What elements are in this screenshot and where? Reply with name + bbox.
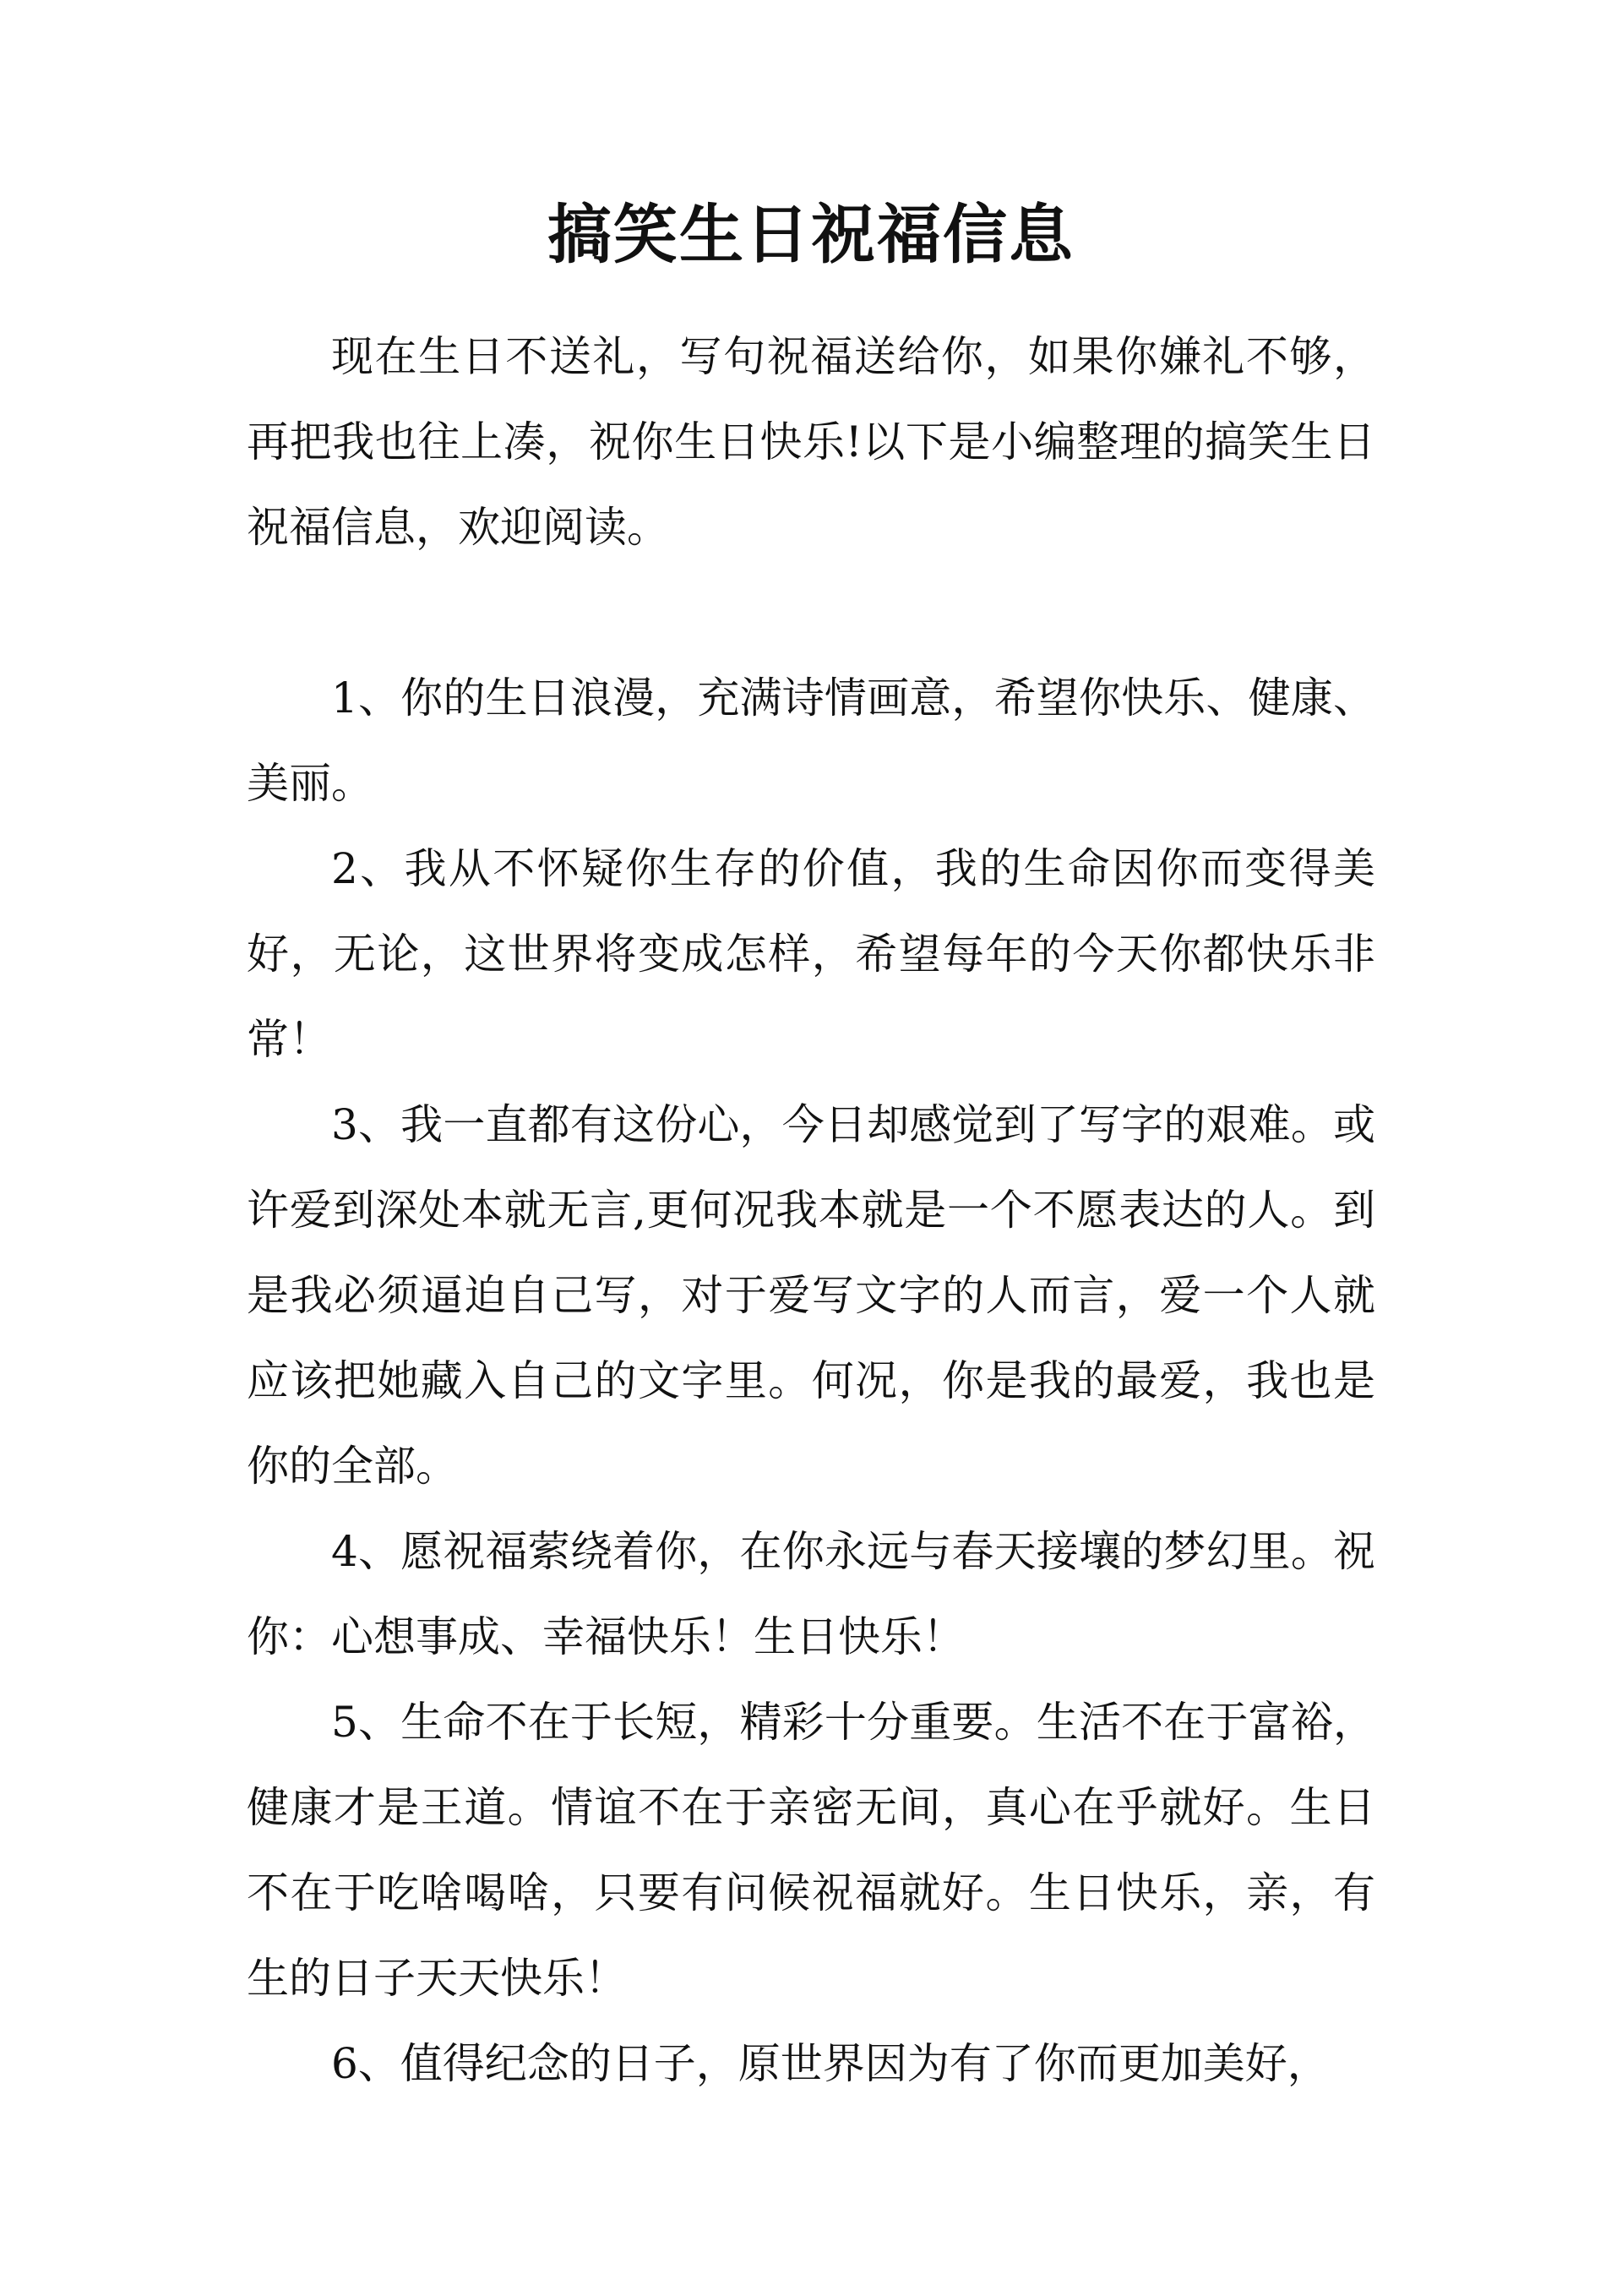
document-title: 搞笑生日祝福信息	[547, 197, 1075, 272]
document-body	[247, 314, 1375, 2107]
wish-item-3: 3、我一直都有这份心，今日却感觉到了写字的艰难。或许爱到深处本就无言,更何况我本就是一个不愿表达的人。到是我必须逼迫自己写，对于爱写文字的人而言，爱一个人就应该把她藏入自己的文字里。何况，你是我的最爱，我也是你的全部。	[247, 1100, 1375, 1491]
wish-item-5: 5、生命不在于长短，精彩十分重要。生活不在于富裕，健康才是王道。情谊不在于亲密无间，真心在乎就好。生日不在于吃啥喝啥，只要有问候祝福就好。生日快乐，亲，有生的日子天天快乐！	[247, 1698, 1375, 2003]
wish-item-2: 2、我从不怀疑你生存的价值，我的生命因你而变得美好，无论，这世界将变成怎样，希望每年的今天你都快乐非常！	[247, 844, 1375, 1064]
wish-item-6: 6、值得纪念的日子，原世界因为有了你而更加美好，	[331, 2039, 1330, 2088]
intro-paragraph: 现在生日不送礼，写句祝福送给你，如果你嫌礼不够，再把我也往上凑，祝你生日快乐!以下是小编整理的搞笑生日祝福信息，欢迎阅读。	[247, 332, 1375, 552]
wish-item-4: 4、愿祝福萦绕着你，在你永远与春天接壤的梦幻里。祝你：心想事成、幸福快乐！生日快乐！	[247, 1527, 1375, 1661]
wish-item-1: 1、你的生日浪漫，充满诗情画意，希望你快乐、健康、美丽。	[247, 674, 1375, 808]
